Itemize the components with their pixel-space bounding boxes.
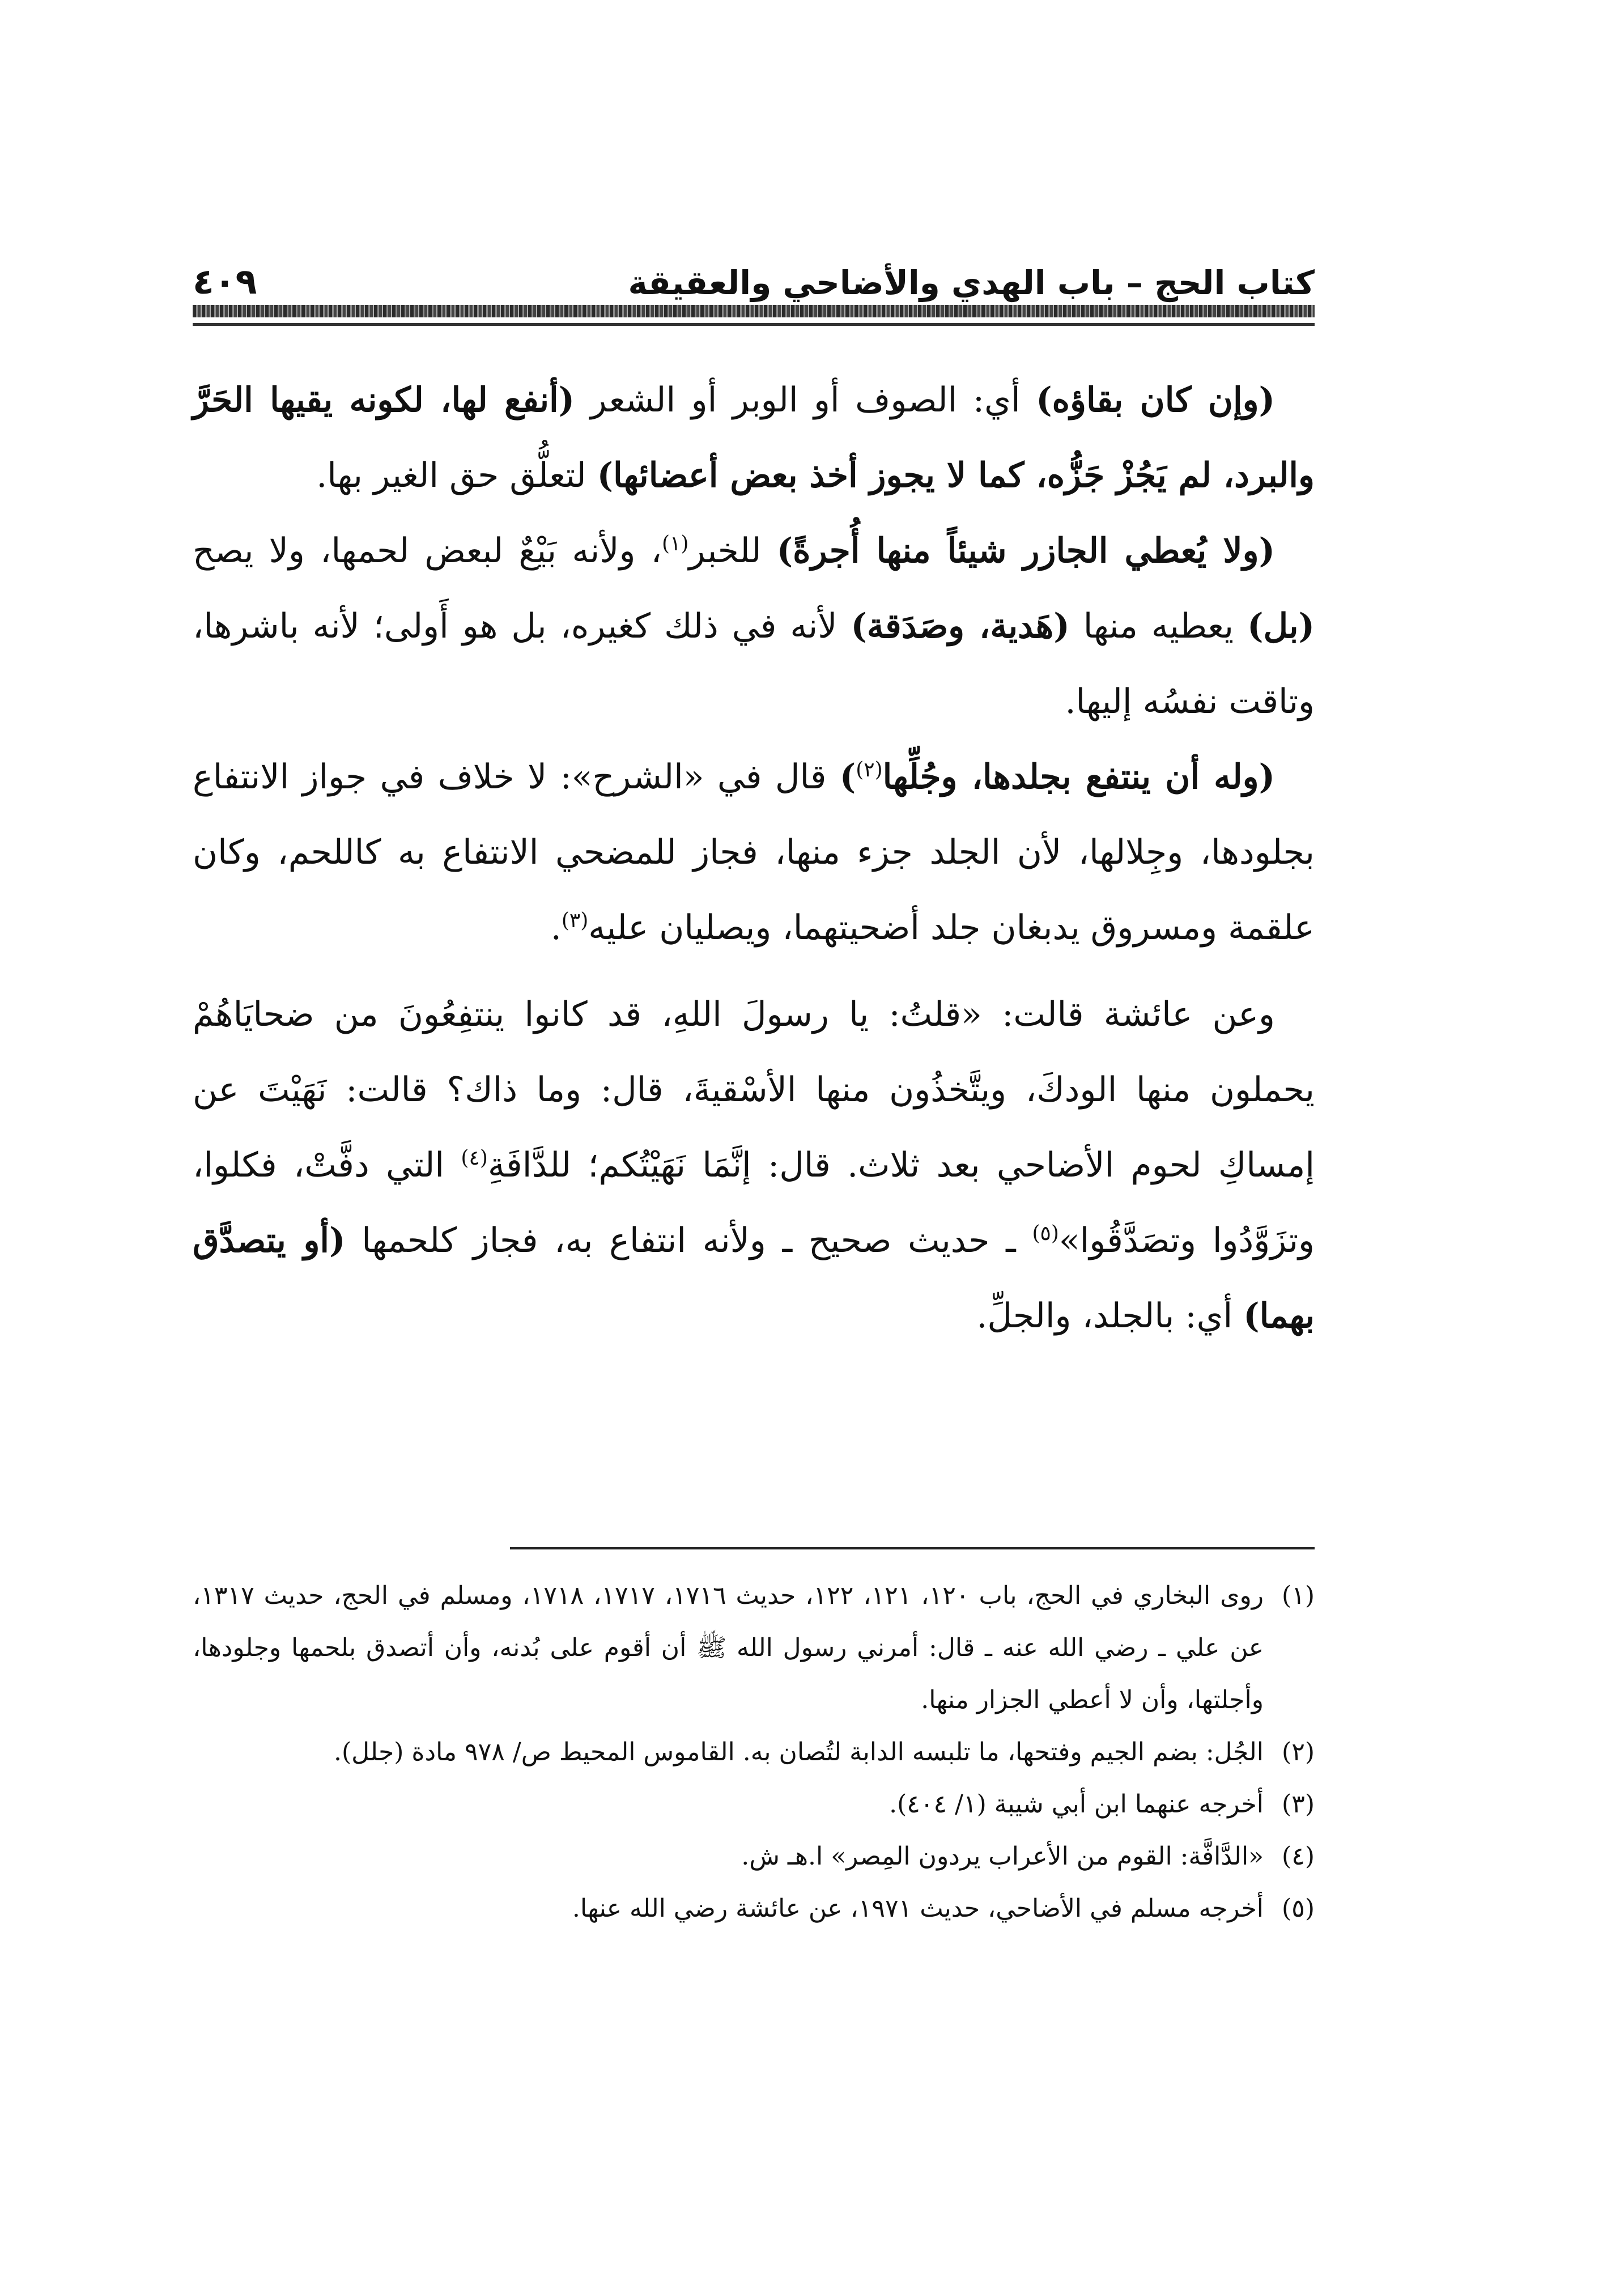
sharh-text: ـ حديث صحيح ـ ولأنه انتفاع به، فجاز كلحمها [345, 1221, 1032, 1260]
sharh-text: لتعلُّق حق الغير بها. [316, 456, 597, 495]
sharh-text: أي: الصوف أو الوبر أو الشعر [575, 380, 1036, 420]
matn-text: (أنفع لها، لكونه يقيها الحَرَّ والبرد، لم يَجُزْ جَزُّه، كما لا يجوز أخذ بعض أعضائها) [193, 380, 1315, 495]
footnote-mark: (٥) [1282, 1894, 1315, 1923]
footnote-4 [193, 1831, 1315, 1883]
footnote-text: «الدَّافَّة: القوم من الأعراب يردون المِصر» ا.هـ ش. [741, 1842, 1264, 1871]
footnote-mark: (١) [1282, 1581, 1315, 1610]
footnote-1 [193, 1570, 1315, 1726]
sharh-text: أي: بالجلد، والجلِّ. [976, 1296, 1244, 1336]
footnote-mark: (٢) [1282, 1738, 1315, 1767]
matn-text: ) [839, 757, 856, 797]
footnotes [193, 1570, 1315, 1935]
sharh-text: لأنه في ذلك كغيره، بل هو أَولى؛ لأنه باشرها، وتاقت نفسُه إليها. [193, 606, 1315, 721]
footnote-mark: (٤) [1282, 1842, 1315, 1871]
sharh-text: وعن عائشة قالت: «قلتُ: يا رسولَ اللهِ، قد كانوا ينتفِعُونَ من ضحايَاهُمْ يحملون منها الودكَ، ويتَّخذُون منها الأسْقيةَ، قال: وما ذاك؟ قالت: نَهَيْتَ عن إمساكِ لحوم الأضاحي بعد ثلاث. قال: إنَّمَا نَهَيْتُكم؛ للدَّافَةِ [193, 995, 1315, 1185]
header-ornamental-rule [193, 305, 1315, 317]
sharh-text: . [550, 908, 562, 948]
running-header [193, 237, 1315, 302]
footnote-5 [193, 1883, 1315, 1935]
matn-text: (وإن كان بقاؤه) [1036, 380, 1275, 420]
running-title: كتاب الحج – باب الهدي والأضاحي والعقيقة [628, 264, 1315, 302]
footnote-mark: (٣) [1282, 1790, 1315, 1819]
footnote-text: الجُل: بضم الجيم وفتحها، ما تلبسه الدابة لتُصان به. القاموس المحيط ص/ ٩٧٨ مادة (جلل). [334, 1738, 1264, 1767]
paragraph-2 [193, 513, 1315, 740]
footnote-3 [193, 1778, 1315, 1831]
footnote-2 [193, 1726, 1315, 1778]
footnote-ref-1: (١) [662, 532, 689, 555]
sharh-text: للخبر [688, 531, 777, 571]
paragraph-4 [193, 977, 1315, 1354]
header-rule [193, 323, 1315, 326]
matn-text: (بل) [1247, 606, 1315, 646]
matn-text: (وله أن ينتفع بجلدها، وجُلِّها [882, 757, 1275, 797]
paragraph-3 [193, 740, 1315, 966]
footnote-text: أخرجه عنهما ابن أبي شيبة (١/ ٤٠٤). [889, 1790, 1264, 1819]
main-text [193, 363, 1315, 1354]
matn-text: (هَدية، وصَدَقة) [851, 606, 1070, 646]
page-number: ٤٠٩ [193, 261, 257, 302]
matn-text: (أو يتصدَّق بهما) [193, 1221, 1315, 1336]
footnote-ref-3: (٣) [561, 909, 589, 932]
footnote-ref-4: (٤) [461, 1146, 488, 1170]
matn-text: (ولا يُعطي الجازر شيئاً منها أُجرةً) [776, 531, 1275, 571]
footnote-text: أخرجه مسلم في الأضاحي، حديث ١٩٧١، عن عائشة رضي الله عنها. [572, 1894, 1264, 1923]
footnote-text: روى البخاري في الحج، باب ١٢٠، ١٢١، ١٢٢، حديث ١٧١٦، ١٧١٧، ١٧١٨، ومسلم في الحج، حديث ١٣١٧، عن علي ـ رضي الله عنه ـ قال: أمرني رسول الله ﷺ أن أقوم على بُدنه، وأن أتصدق بلحمها وجلودها، وأجلتها، وأن لا أعطي الجزار منها. [193, 1581, 1264, 1714]
footnote-ref-5: (٥) [1032, 1222, 1059, 1245]
footnote-separator [510, 1547, 1315, 1549]
sharh-text: التي دفَّتْ، فكلوا، وتزَوَّدُوا وتصَدَّقُوا» [193, 1145, 1315, 1260]
sharh-text: يعطيه منها [1069, 606, 1248, 646]
sharh-text: ، ولأنه بَيْعٌ لبعض لحمها، ولا يصح [193, 531, 662, 571]
sharh-text: قال في «الشرح»: لا خلاف في جواز الانتفاع بجلودها، وجِلالها، لأن الجلد جزء منها، فجاز للمضحي الانتفاع به كاللحم، وكان علقمة ومسروق يدبغان جلد أضحيتهما، ويصليان عليه [193, 757, 1315, 948]
paragraph-1 [193, 363, 1315, 513]
footnote-ref-2: (٢) [856, 758, 883, 782]
